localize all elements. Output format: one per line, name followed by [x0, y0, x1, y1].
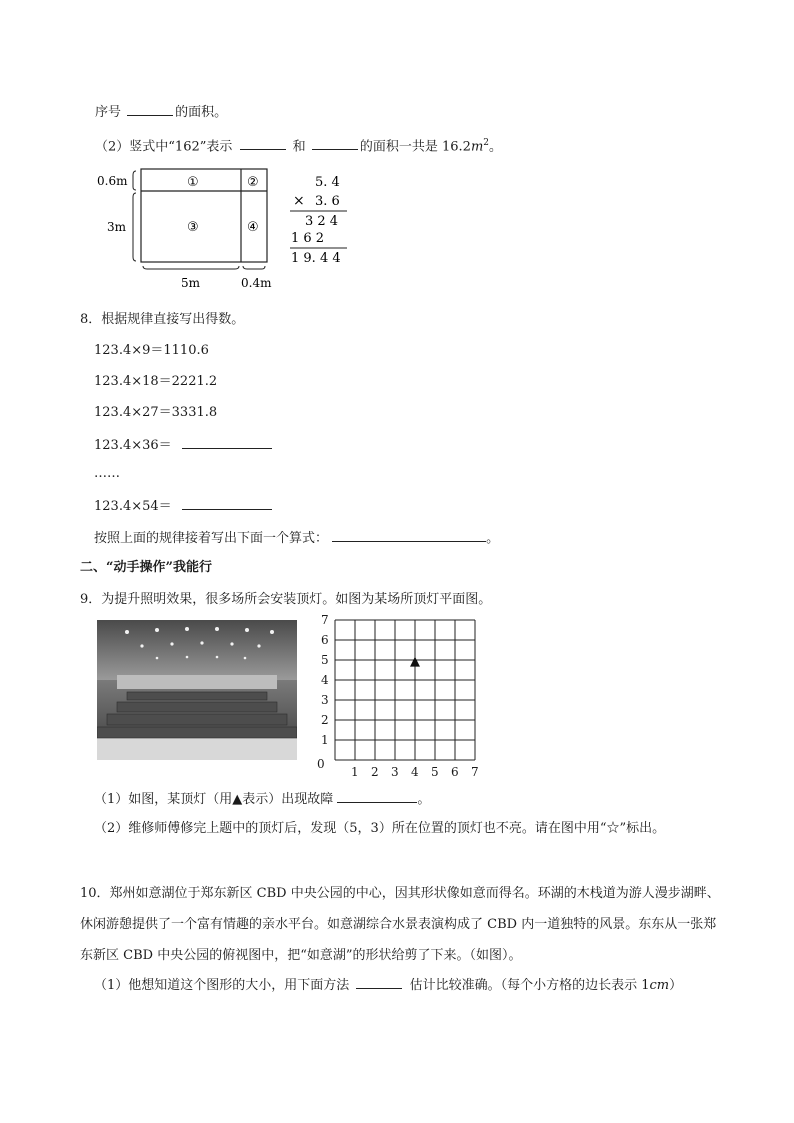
q9-part1-prefix: （1）如图，某顶灯（用▲表示）出现故障	[94, 792, 334, 807]
x-label: 1	[351, 765, 359, 779]
y-label: 5	[321, 653, 329, 667]
calc-row5: 1 9. 4 4	[291, 251, 341, 266]
origin-label: 0	[317, 757, 325, 771]
vertical-calc	[285, 170, 355, 270]
q8-blank-next[interactable]	[332, 528, 486, 542]
q10-part1-unit: cm	[649, 978, 670, 993]
x-label: 2	[371, 765, 379, 779]
faulty-light-marker: ▲	[410, 654, 420, 669]
q8-next-suffix: 。	[486, 531, 500, 546]
x-label: 7	[471, 765, 479, 779]
q7-line1-suffix: 的面积。	[175, 105, 228, 120]
q10-part1-end: ）	[669, 978, 683, 993]
q7-line2-end: 。	[489, 139, 503, 155]
bracket-04	[243, 266, 265, 269]
y-label: 6	[321, 633, 329, 647]
q9-part1-suffix: 。	[417, 792, 431, 807]
y-axis-labels	[321, 613, 329, 747]
x-label: 3	[391, 765, 399, 779]
q8-next-prefix: 按照上面的规律接着写出下面一个算式：	[94, 531, 329, 546]
q8-eq1: 123.4×9＝1110.6	[94, 343, 209, 358]
region-2: ②	[247, 175, 259, 190]
q10-part1	[94, 975, 682, 995]
q10-paragraph: 10．郑州如意湖位于郑东新区 CBD 中央公园的中心，因其形状像如意而得名。环湖的木栈道为游人漫步湖畔、休闲游憩提供了一个富有情趣的亲水平台。如意湖综合水景表演构成了 CBD 内一道独特的风景。东东从一张郑东新区 CBD 中央公园的俯视图中，把“如意湖”的形状给剪了下来。（如图）。	[80, 886, 720, 963]
calc-row3: 3 2 4	[305, 214, 339, 229]
q7-line2	[95, 134, 502, 156]
q9-title: 9．为提升照明效果，很多场所会安装顶灯。如图为某场所顶灯平面图。	[80, 592, 492, 607]
q8-eq4-text: 123.4×36＝	[94, 438, 172, 453]
auditorium-photo-drawing	[97, 620, 297, 760]
q8-next	[94, 528, 499, 548]
q7-line2-value: 16.2	[441, 139, 471, 155]
region-3: ③	[187, 220, 199, 235]
q7-line1-prefix: 序号	[95, 105, 122, 120]
q8-eq3: 123.4×27＝3331.8	[94, 405, 218, 420]
q7-blank-1[interactable]	[127, 102, 173, 116]
q8-blank-36[interactable]	[182, 435, 272, 449]
q7-line2-suffix: 的面积一共是	[359, 139, 438, 155]
q8-title: 8．根据规律直接写出得数。	[80, 312, 245, 327]
y-label: 7	[321, 613, 329, 627]
auditorium-photo	[97, 620, 297, 760]
bracket-5	[143, 266, 239, 269]
section2-title: 二、“动手操作”我能行	[80, 560, 212, 575]
x-label: 4	[411, 765, 419, 779]
x-label: 5	[431, 765, 439, 779]
q7-line2-prefix: （2）竖式中“162”表示	[95, 139, 233, 155]
bracket-3	[133, 193, 136, 261]
coordinate-grid	[310, 612, 485, 784]
q7-line2-exp: 2	[483, 138, 489, 148]
grid-lines	[335, 620, 475, 760]
area-diagram	[95, 165, 285, 295]
q7-blank-2[interactable]	[240, 136, 286, 150]
x-axis-labels	[351, 765, 479, 779]
calc-op: ×	[293, 193, 305, 209]
region-4: ④	[247, 220, 259, 235]
q10-blank-1[interactable]	[356, 975, 402, 989]
q8-eq5-text: 123.4×54＝	[94, 499, 172, 514]
label-04: 0.4m	[241, 276, 272, 290]
region-1: ①	[187, 175, 199, 190]
label-5: 5m	[181, 276, 201, 290]
calc-row4: 1 6 2	[291, 231, 325, 246]
q8-eq5	[94, 496, 272, 516]
q8-eq2: 123.4×18＝2221.2	[94, 374, 218, 389]
y-label: 1	[321, 733, 329, 747]
label-3: 3m	[107, 220, 127, 234]
q7-line1	[95, 102, 227, 122]
q10-part1-mid: 估计比较准确。（每个小方格的边长表示 1	[409, 978, 650, 993]
x-label: 6	[451, 765, 459, 779]
y-label: 3	[321, 693, 329, 707]
y-label: 4	[321, 673, 329, 687]
q10-part1-prefix: （1）他想知道这个图形的大小，用下面方法	[94, 978, 350, 993]
q8-eq4	[94, 435, 272, 455]
label-06: 0.6m	[97, 174, 128, 188]
q7-line2-unit: m	[470, 139, 484, 155]
q8-dots: ……	[94, 466, 120, 481]
calc-row1: 5. 4	[315, 175, 340, 190]
q9-part2: （2）维修师傅修完上题中的顶灯后，发现（5，3）所在位置的顶灯也不亮。请在图中用“☆”标出。	[94, 821, 666, 836]
q9-blank-1[interactable]	[337, 789, 417, 803]
q8-blank-54[interactable]	[182, 496, 272, 510]
calc-row2: 3. 6	[315, 194, 340, 209]
bracket-06	[133, 171, 136, 190]
q9-part1	[94, 789, 430, 809]
q7-line2-and: 和	[292, 139, 306, 155]
q7-blank-3[interactable]	[312, 136, 358, 150]
y-label: 2	[321, 713, 329, 727]
